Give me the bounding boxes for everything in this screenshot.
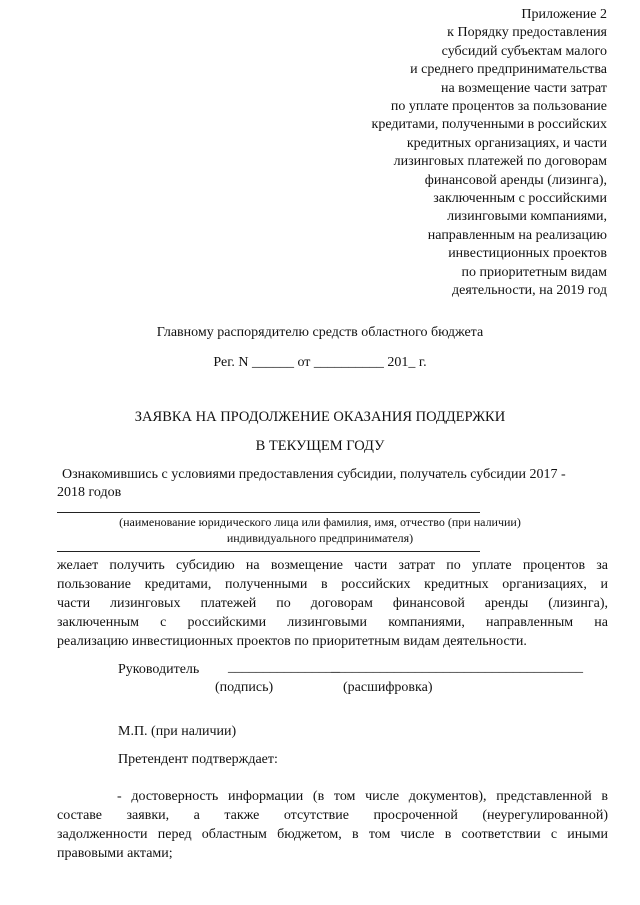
body-line: реализацию инвестиционных проектов по приоритетным видам деятельности. <box>57 634 527 649</box>
body-line: части лизинговых платежей по договорам финансовой аренды (лизинга), <box>57 596 608 611</box>
appendix-line: кредитных организациях, и части <box>406 135 607 151</box>
body-line: желает получить субсидию на возмещение части затрат по уплате процентов за <box>57 558 608 573</box>
name-blank-line <box>57 512 480 513</box>
confirm-line: - достоверность информации (в том числе документов), представленной в <box>117 789 608 804</box>
decoding-caption: (расшифровка) <box>343 680 433 695</box>
intro-line2: 2018 годов <box>57 485 122 500</box>
appendix-line: к Порядку предоставления <box>447 25 607 41</box>
confirm-line: правовыми актами; <box>57 846 173 861</box>
document-title-line2: В ТЕКУЩЕМ ГОДУ <box>255 438 385 454</box>
signature-blank: ________________ <box>228 660 340 675</box>
document-title-line1: ЗАЯВКА НА ПРОДОЛЖЕНИЕ ОКАЗАНИЯ ПОДДЕРЖКИ <box>134 409 506 425</box>
second-blank-line <box>57 551 480 552</box>
registration-line: Рег. N ______ от __________ 201_ г. <box>213 355 427 370</box>
body-line: заключенным с российскими лизинговыми компаниями, направленным на <box>57 615 608 630</box>
confirm-line: задолженности перед областным бюджетом, в том числе в соответствии с иными <box>57 827 608 842</box>
body-paragraph <box>57 556 608 651</box>
name-caption-line1: (наименование юридического лица или фамилия, имя, отчество (при наличии) <box>119 515 521 529</box>
appendix-line: лизинговыми компаниями, <box>447 209 607 225</box>
appendix-line: по приоритетным видам <box>461 264 607 280</box>
signature-caption: (подпись) <box>215 680 274 695</box>
appendix-header <box>287 6 607 301</box>
confirm-item <box>57 787 608 863</box>
appendix-line: Приложение 2 <box>521 7 607 22</box>
appendix-line: заключенным с российскими <box>433 191 607 207</box>
appendix-line: субсидий субъектам малого <box>441 43 607 59</box>
name-caption-line2: индивидуального предпринимателя) <box>226 531 414 545</box>
appendix-line: инвестиционных проектов <box>448 246 607 262</box>
appendix-line: по уплате процентов за пользование <box>390 99 607 115</box>
intro-line1: Ознакомившись с условиями предоставления субсидии, получатель субсидии 2017 - <box>62 467 566 482</box>
decoding-blank: ____________________________________ <box>331 660 583 675</box>
appendix-line: финансовой аренды (лизинга), <box>424 172 607 188</box>
confirm-line: составе заявки, а также отсутствие просроченной (неурегулированной) <box>57 808 608 823</box>
appendix-line: и среднего предпринимательства <box>410 62 607 78</box>
appendix-line: на возмещение части затрат <box>440 80 607 96</box>
appendix-line: лизинговых платежей по договорам <box>393 154 607 170</box>
confirms-heading: Претендент подтверждает: <box>118 752 278 767</box>
body-line: пользование кредитами, полученными в российских кредитных организациях, и <box>57 577 608 592</box>
recipient-line: Главному распорядителю средств областного бюджета <box>156 325 484 340</box>
signature-label: Руководитель <box>118 662 200 677</box>
appendix-line: кредитами, полученными в российских <box>371 117 607 133</box>
appendix-line: деятельности, на 2019 год <box>452 283 607 299</box>
appendix-line: направленным на реализацию <box>427 227 607 243</box>
stamp-line: М.П. (при наличии) <box>118 724 237 739</box>
